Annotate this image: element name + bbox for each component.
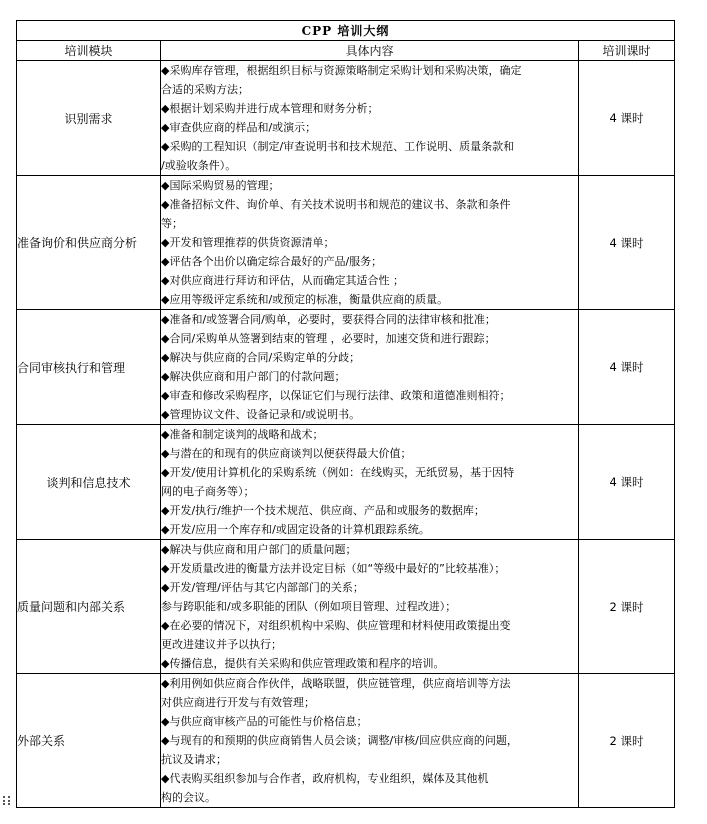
training-hours: 2 课时 [579, 540, 675, 674]
content-line: ◆国际采购贸易的管理； [161, 179, 280, 192]
content-line: ◆准备招标文件、询价单、有关技术说明书和规范的建议书、条款和条件 [161, 198, 511, 211]
module-content [161, 674, 579, 808]
table-row [17, 674, 675, 808]
content-line: 合适的采购方法； [161, 83, 249, 96]
content-line: ◆对供应商进行拜访和评估，从而确定其适合性 ； [161, 274, 404, 287]
content-line: ◆开发/执行/维护一个技术规范、供应商、产品和或服务的数据库； [161, 504, 485, 517]
table-title: CPP 培训大纲 [17, 21, 675, 41]
content-line: ◆根据计划采购并进行成本管理和财务分析； [161, 102, 379, 115]
content-line: ◆开发和管理推荐的供货资源清单； [161, 236, 335, 249]
content-line: ◆采购的工程知识（制定/审查说明书和技术规范、工作说明、质量条款和 [161, 140, 515, 153]
content-line: ◆管理协议文件、设备记录和/或说明书。 [161, 408, 361, 421]
content-line: ◆传播信息，提供有关采购和供应管理政策和程序的培训。 [161, 657, 445, 670]
table-row [17, 425, 675, 540]
drag-grip-icon[interactable] [3, 796, 11, 806]
training-hours: 4 课时 [579, 425, 675, 540]
module-content [161, 310, 579, 425]
content-line: 构的会议。 [161, 791, 216, 804]
header-hours: 培训课时 [579, 41, 675, 61]
content-line: 参与跨职能和/或多职能的团队（例如项目管理、过程改进）； [161, 600, 457, 613]
content-line: ◆与潜在的和现有的供应商谈判以便获得最大价值； [161, 447, 412, 460]
content-line: ◆与供应商审核产品的可能性与价格信息； [161, 715, 368, 728]
training-hours: 4 课时 [579, 61, 675, 176]
training-hours: 2 课时 [579, 674, 675, 808]
table-row [17, 61, 675, 176]
content-line: ◆开发/使用计算机化的采购系统（例如：在线购买，无纸贸易，基于因特 [161, 466, 515, 479]
content-line: ◆采购库存管理，根据组织目标与资源策略制定采购计划和采购决策，确定 [161, 64, 522, 77]
content-line: ◆在必要的情况下，对组织机构中采购、供应管理和材料使用政策提出变 [161, 619, 511, 632]
content-line: ◆准备和制定谈判的战略和战术； [161, 428, 324, 441]
content-line: ◆解决供应商和用户部门的付款问题； [161, 370, 346, 383]
content-line: /或验收条件）。 [161, 159, 237, 172]
content-line: ◆利用例如供应商合作伙伴，战略联盟，供应链管理，供应商培训等方法 [161, 677, 511, 690]
content-line: ◆审查供应商的样品和/或演示； [161, 121, 317, 134]
header-module: 培训模块 [17, 41, 161, 61]
module-name: 准备询价和供应商分析 [17, 176, 161, 310]
content-line: 对供应商进行开发与有效管理； [161, 696, 315, 709]
content-line: ◆审查和修改采购程序，以保证它们与现行法律、政策和道德准则相符； [161, 389, 511, 402]
module-content [161, 61, 579, 176]
content-line: 更改进建议并予以执行； [161, 638, 282, 651]
content-line: ◆与现有的和预期的供应商销售人员会谈；调整/审核/回应供应商的问题， [161, 734, 518, 747]
content-line: 网的电子商务等）； [161, 485, 255, 498]
module-name: 质量问题和内部关系 [17, 540, 161, 674]
content-line: ◆代表购买组织参加与合作者，政府机构，专业组织，媒体及其他机 [161, 772, 489, 785]
content-line: ◆解决与供应商和用户部门的质量问题； [161, 543, 357, 556]
module-name: 外部关系 [17, 674, 161, 808]
module-name: 识别需求 [17, 61, 161, 176]
header-content: 具体内容 [161, 41, 579, 61]
module-content [161, 425, 579, 540]
module-name: 谈判和信息技术 [17, 425, 161, 540]
content-line: ◆开发/管理/评估与其它内部部门的关系； [161, 581, 364, 594]
table-body [17, 61, 675, 808]
content-line: 抗议及请求； [161, 753, 227, 766]
content-line: 等； [161, 217, 183, 230]
table-row [17, 176, 675, 310]
table-row [17, 540, 675, 674]
table-row [17, 310, 675, 425]
content-line: ◆开发质量改进的衡量方法并设定目标（如“等级中最好的”比较基准）； [161, 562, 506, 575]
module-content [161, 540, 579, 674]
training-hours: 4 课时 [579, 176, 675, 310]
content-line: ◆准备和/或签署合同/购单，必要时，要获得合同的法律审核和批准； [161, 313, 496, 326]
content-line: ◆开发/应用一个库存和/或固定设备的计算机跟踪系统。 [161, 523, 430, 536]
module-content [161, 176, 579, 310]
content-line: ◆合同/采购单从签署到结束的管理 ，必要时，加速交货和进行跟踪； [161, 332, 496, 345]
content-line: ◆应用等级评定系统和/或预定的标准，衡量供应商的质量。 [161, 293, 449, 306]
module-name: 合同审核执行和管理 [17, 310, 161, 425]
content-line: ◆评估各个出价以确定综合最好的产品/服务； [161, 255, 383, 268]
training-hours: 4 课时 [579, 310, 675, 425]
training-syllabus-table [16, 20, 675, 808]
content-line: ◆解决与供应商的合同/采购定单的分歧； [161, 351, 361, 364]
